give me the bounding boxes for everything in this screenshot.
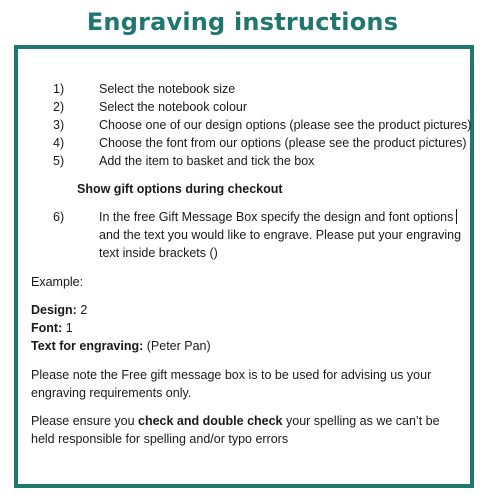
step-text-line: In the free Gift Message Box specify the design and font options: [99, 210, 454, 224]
example-font: [31, 319, 73, 337]
engraving-text-label: Text for engraving:: [31, 339, 144, 353]
example-design: [31, 301, 87, 319]
step-number: 5): [53, 154, 65, 168]
step-text: Select the notebook colour: [99, 100, 248, 114]
step-number: 4): [53, 136, 65, 150]
step-text: Add the item to basket and tick the box: [99, 154, 315, 168]
step-text: Choose the font from our options (please see the product pictures): [99, 136, 467, 150]
step-number: 2): [53, 100, 65, 114]
ensure-text: Please ensure you: [31, 414, 139, 428]
design-value: 2: [76, 303, 88, 317]
example-engraving-text: [31, 337, 211, 355]
font-value: 1: [62, 321, 73, 335]
note-line: engraving requirements only.: [31, 386, 192, 400]
step-text-line: text inside brackets (): [99, 246, 218, 260]
font-label: Font:: [31, 321, 63, 335]
step-number: 1): [53, 82, 65, 96]
ensure-emphasis: check and double check: [138, 414, 283, 428]
engraving-text-value: (Peter Pan): [143, 339, 211, 353]
note-line: Please note the Free gift message box is to be used for advising us your: [31, 368, 432, 382]
step-text-line: and the text you would like to engrave. Please put your engraving: [99, 228, 462, 242]
step-number: 6): [53, 210, 65, 224]
step-text: [99, 208, 457, 226]
ensure-text: your spelling as we can’t be: [282, 414, 440, 428]
page-title: Engraving instructions: [86, 8, 399, 36]
ensure-line: held responsible for spelling and/or typo errors: [31, 432, 289, 446]
step-number: 3): [53, 118, 65, 132]
step-text: Select the notebook size: [99, 82, 236, 96]
ensure-line: [31, 412, 440, 430]
design-label: Design:: [31, 303, 77, 317]
step-text: Choose one of our design options (please see the product pictures): [99, 118, 472, 132]
gift-option-note: Show gift options during checkout: [77, 182, 283, 196]
text-cursor: [456, 209, 457, 224]
example-heading: Example:: [31, 275, 84, 289]
